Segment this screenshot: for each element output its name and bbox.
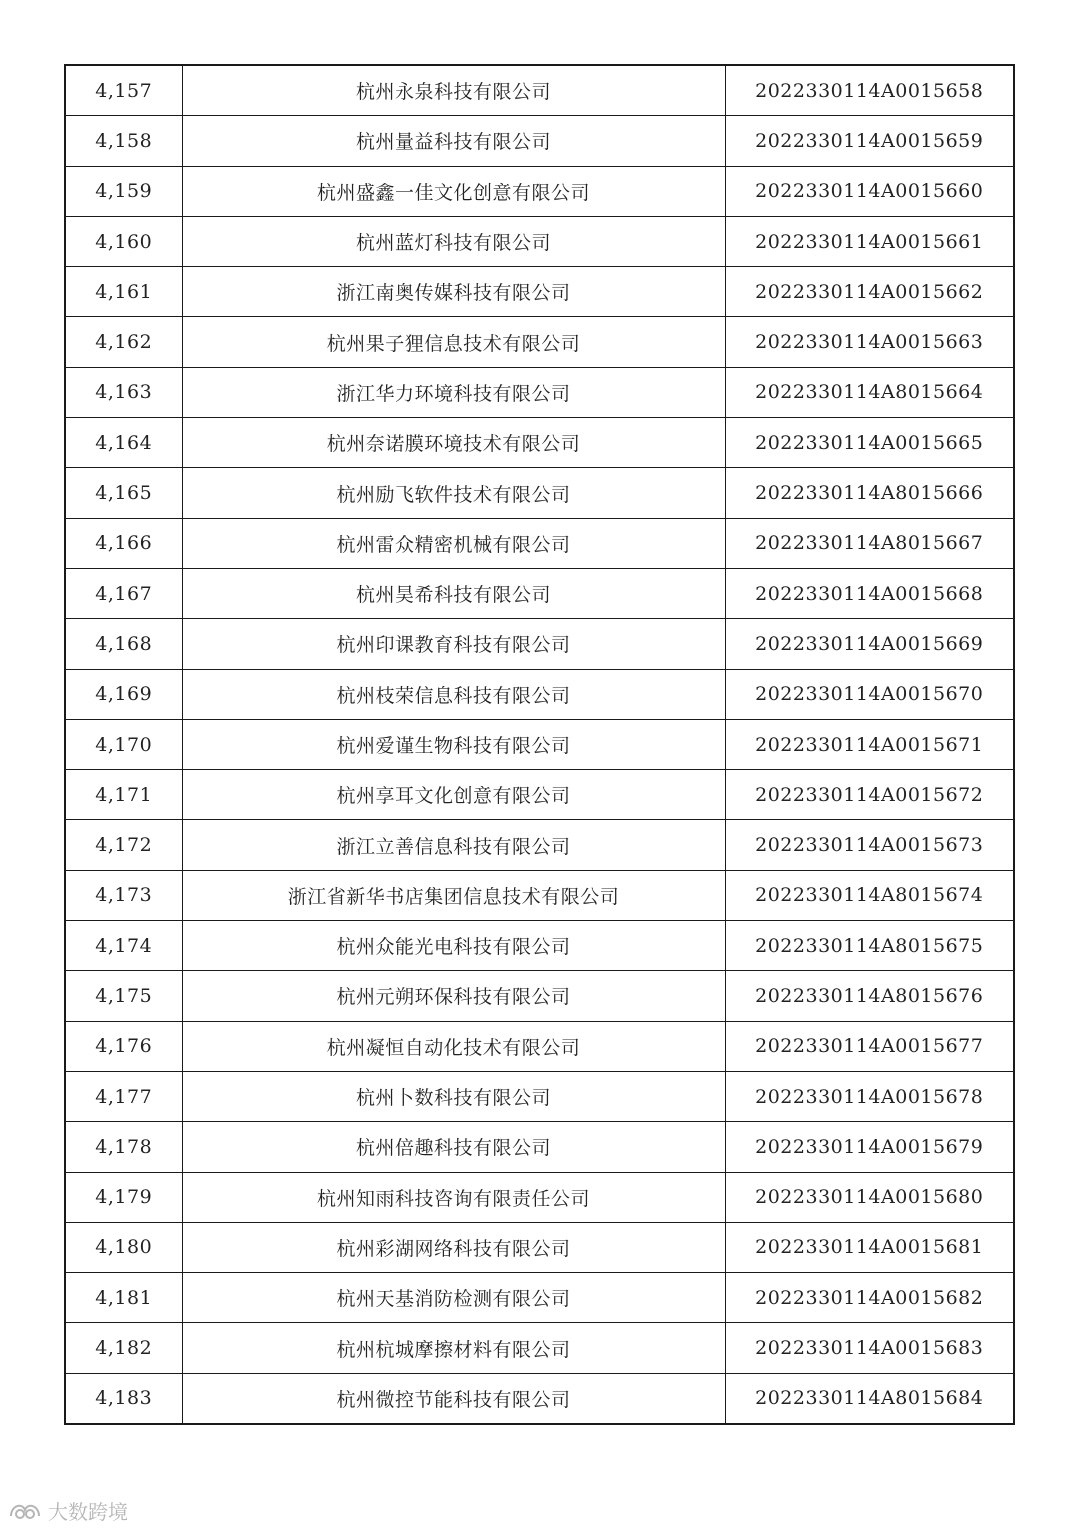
registration-code: 2022330114A0015677: [725, 1021, 1014, 1071]
row-number: 4,178: [65, 1122, 182, 1172]
table-row: [65, 770, 1014, 820]
table-row: [65, 468, 1014, 518]
table-row: [65, 317, 1014, 367]
company-name: 杭州众能光电科技有限公司: [182, 921, 725, 971]
company-name: 杭州励飞软件技术有限公司: [182, 468, 725, 518]
table-row: [65, 1373, 1014, 1424]
registration-code: 2022330114A0015681: [725, 1222, 1014, 1272]
table-row: [65, 166, 1014, 216]
row-number: 4,160: [65, 216, 182, 266]
registration-code: 2022330114A0015683: [725, 1323, 1014, 1373]
registration-code: 2022330114A0015679: [725, 1122, 1014, 1172]
registration-code: 2022330114A0015658: [725, 65, 1014, 116]
table-row: [65, 116, 1014, 166]
company-name: 杭州印课教育科技有限公司: [182, 619, 725, 669]
row-number: 4,174: [65, 921, 182, 971]
row-number: 4,175: [65, 971, 182, 1021]
company-name: 杭州杭城摩擦材料有限公司: [182, 1323, 725, 1373]
table-row: [65, 418, 1014, 468]
row-number: 4,182: [65, 1323, 182, 1373]
row-number: 4,169: [65, 669, 182, 719]
registration-code: 2022330114A0015673: [725, 820, 1014, 870]
table-row: [65, 669, 1014, 719]
company-name: 浙江立善信息科技有限公司: [182, 820, 725, 870]
table-row: [65, 65, 1014, 116]
table-body: [65, 65, 1014, 1424]
table-row: [65, 367, 1014, 417]
company-name: 浙江省新华书店集团信息技术有限公司: [182, 870, 725, 920]
row-number: 4,168: [65, 619, 182, 669]
row-number: 4,172: [65, 820, 182, 870]
company-name: 浙江南奥传媒科技有限公司: [182, 267, 725, 317]
row-number: 4,163: [65, 367, 182, 417]
table-row: [65, 216, 1014, 266]
registry-table: [64, 64, 1015, 1425]
row-number: 4,157: [65, 65, 182, 116]
registration-code: 2022330114A0015660: [725, 166, 1014, 216]
row-number: 4,183: [65, 1373, 182, 1424]
company-name: 杭州量益科技有限公司: [182, 116, 725, 166]
company-name: 杭州元朔环保科技有限公司: [182, 971, 725, 1021]
registration-code: 2022330114A0015670: [725, 669, 1014, 719]
watermark: [8, 1496, 128, 1525]
registration-code: 2022330114A8015684: [725, 1373, 1014, 1424]
registration-code: 2022330114A0015662: [725, 267, 1014, 317]
company-name: 杭州天基消防检测有限公司: [182, 1273, 725, 1323]
registration-code: 2022330114A8015666: [725, 468, 1014, 518]
registration-code: 2022330114A8015675: [725, 921, 1014, 971]
table-row: [65, 267, 1014, 317]
company-name: 杭州盛鑫一佳文化创意有限公司: [182, 166, 725, 216]
company-name: 杭州享耳文化创意有限公司: [182, 770, 725, 820]
row-number: 4,164: [65, 418, 182, 468]
registration-code: 2022330114A0015668: [725, 568, 1014, 618]
registration-code: 2022330114A8015667: [725, 518, 1014, 568]
row-number: 4,181: [65, 1273, 182, 1323]
table-row: [65, 971, 1014, 1021]
table-row: [65, 1122, 1014, 1172]
table-row: [65, 518, 1014, 568]
registration-code: 2022330114A0015678: [725, 1071, 1014, 1121]
row-number: 4,171: [65, 770, 182, 820]
company-name: 杭州彩湖网络科技有限公司: [182, 1222, 725, 1272]
table-row: [65, 568, 1014, 618]
row-number: 4,176: [65, 1021, 182, 1071]
row-number: 4,167: [65, 568, 182, 618]
registration-code: 2022330114A0015663: [725, 317, 1014, 367]
company-name: 杭州枝荣信息科技有限公司: [182, 669, 725, 719]
row-number: 4,158: [65, 116, 182, 166]
table-row: [65, 1222, 1014, 1272]
table-row: [65, 820, 1014, 870]
company-name: 杭州蓝灯科技有限公司: [182, 216, 725, 266]
row-number: 4,166: [65, 518, 182, 568]
registration-code: 2022330114A0015682: [725, 1273, 1014, 1323]
company-name: 杭州知雨科技咨询有限责任公司: [182, 1172, 725, 1222]
row-number: 4,165: [65, 468, 182, 518]
registration-code: 2022330114A0015661: [725, 216, 1014, 266]
table-row: [65, 1172, 1014, 1222]
registration-code: 2022330114A8015676: [725, 971, 1014, 1021]
registration-code: 2022330114A0015680: [725, 1172, 1014, 1222]
company-name: 浙江华力环境科技有限公司: [182, 367, 725, 417]
company-name: 杭州微控节能科技有限公司: [182, 1373, 725, 1424]
registration-code: 2022330114A8015674: [725, 870, 1014, 920]
registration-code: 2022330114A0015669: [725, 619, 1014, 669]
company-name: 杭州果子狸信息技术有限公司: [182, 317, 725, 367]
row-number: 4,162: [65, 317, 182, 367]
registration-code: 2022330114A0015671: [725, 719, 1014, 769]
table-row: [65, 870, 1014, 920]
company-name: 杭州永泉科技有限公司: [182, 65, 725, 116]
company-name: 杭州凝恒自动化技术有限公司: [182, 1021, 725, 1071]
company-name: 杭州倍趣科技有限公司: [182, 1122, 725, 1172]
company-name: 杭州昊希科技有限公司: [182, 568, 725, 618]
row-number: 4,173: [65, 870, 182, 920]
row-number: 4,180: [65, 1222, 182, 1272]
table-row: [65, 619, 1014, 669]
row-number: 4,179: [65, 1172, 182, 1222]
table-row: [65, 1273, 1014, 1323]
row-number: 4,177: [65, 1071, 182, 1121]
company-name: 杭州爱谨生物科技有限公司: [182, 719, 725, 769]
company-name: 杭州卜数科技有限公司: [182, 1071, 725, 1121]
logo-icon: [8, 1500, 42, 1522]
row-number: 4,159: [65, 166, 182, 216]
company-name: 杭州雷众精密机械有限公司: [182, 518, 725, 568]
table-row: [65, 719, 1014, 769]
row-number: 4,170: [65, 719, 182, 769]
registration-code: 2022330114A0015672: [725, 770, 1014, 820]
company-name: 杭州奈诺膜环境技术有限公司: [182, 418, 725, 468]
registration-code: 2022330114A8015664: [725, 367, 1014, 417]
row-number: 4,161: [65, 267, 182, 317]
registration-code: 2022330114A0015659: [725, 116, 1014, 166]
table-row: [65, 1071, 1014, 1121]
watermark-text: 大数跨境: [48, 1500, 128, 1524]
table-row: [65, 921, 1014, 971]
table-row: [65, 1323, 1014, 1373]
registration-code: 2022330114A0015665: [725, 418, 1014, 468]
table-row: [65, 1021, 1014, 1071]
